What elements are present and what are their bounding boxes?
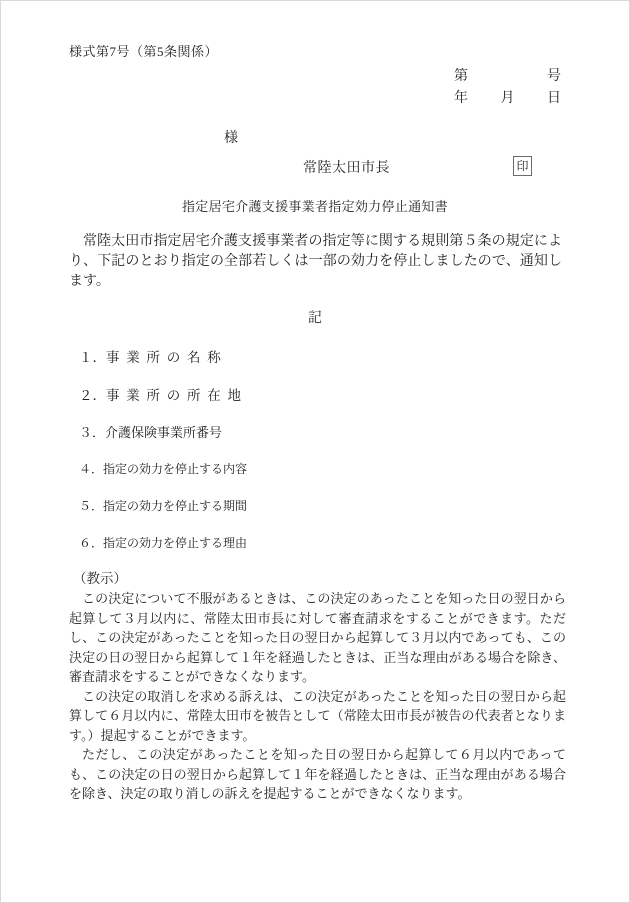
- list-item-insurance-office-number: [79, 422, 222, 441]
- list-item-business-name: [79, 346, 228, 366]
- date-month-label: 月: [500, 91, 515, 106]
- list-item-label: 事業所の名称: [106, 350, 228, 365]
- list-item-label: 指定の効力を停止する理由: [103, 536, 248, 550]
- list-item-number: １．: [79, 350, 106, 365]
- document-number-line: [454, 65, 561, 85]
- list-item-number: ２．: [79, 388, 106, 403]
- ki-marker: 記: [308, 311, 322, 326]
- body-paragraph: 常陸太田市指定居宅介護支援事業者の指定等に関する規則第５条の規定により、下記のとおり指定の全部若しくは一部の効力を停止しましたので、通知します。: [69, 234, 562, 289]
- kyoji-body: [69, 589, 566, 804]
- document-number-prefix: 第: [454, 69, 468, 84]
- date-year-label: 年: [454, 91, 468, 106]
- sender-name: 常陸太田市長: [303, 161, 390, 176]
- list-item-label: 事業所の所在地: [106, 388, 248, 403]
- document-title: 指定居宅介護支援事業者指定効力停止通知書: [181, 199, 448, 214]
- addressee-honorific: 様: [224, 131, 238, 146]
- kyoji-paragraph-limitation: ただし、この決定があったことを知った日の翌日から起算して６月以内であっても、この決定の日の翌日から起算して１年を経過したときは、正当な理由がある場合を除き、決定の取り消しの訴えを提起することができなくなります。: [69, 747, 566, 801]
- list-item-number: ５．: [79, 499, 104, 513]
- list-item-suspension-reason: [79, 534, 247, 551]
- kyoji-paragraph-appeal: この決定について不服があるときは、この決定のあったことを知った日の翌日から起算して３月以内に、常陸太田市長に対して審査請求をすることができます。ただし、この決定があったことを知った日の翌日から起算して３月以内であっても、この決定の日の翌日から起算して１年を経過したときは、正当な理由がある場合を除き、審査請求をすることができなくなります。: [69, 591, 566, 684]
- list-item-label: 指定の効力を停止する期間: [103, 499, 248, 513]
- list-item-business-address: [79, 384, 248, 404]
- document-number-suffix: 号: [547, 69, 561, 84]
- list-item-suspension-period: [79, 497, 247, 514]
- list-item-label: 介護保険事業所番号: [105, 425, 223, 440]
- list-item-number: ３．: [79, 425, 106, 440]
- list-item-number: ６．: [79, 536, 104, 550]
- list-item-suspension-content: [79, 460, 247, 477]
- kyoji-paragraph-lawsuit: この決定の取消しを求める訴えは、この決定があったことを知った日の翌日から起算して６月以内に、常陸太田市を被告として（常陸太田市長が被告の代表者となります。）提起することができます。: [69, 688, 566, 743]
- list-item-label: 指定の効力を停止する内容: [103, 462, 248, 476]
- kyoji-heading: （教示）: [73, 571, 127, 586]
- date-line: [454, 87, 561, 107]
- list-item-number: ４．: [79, 462, 104, 476]
- seal-stamp: 印: [513, 156, 532, 176]
- date-day-label: 日: [547, 91, 561, 106]
- form-number: 様式第7号（第5条関係）: [69, 44, 219, 59]
